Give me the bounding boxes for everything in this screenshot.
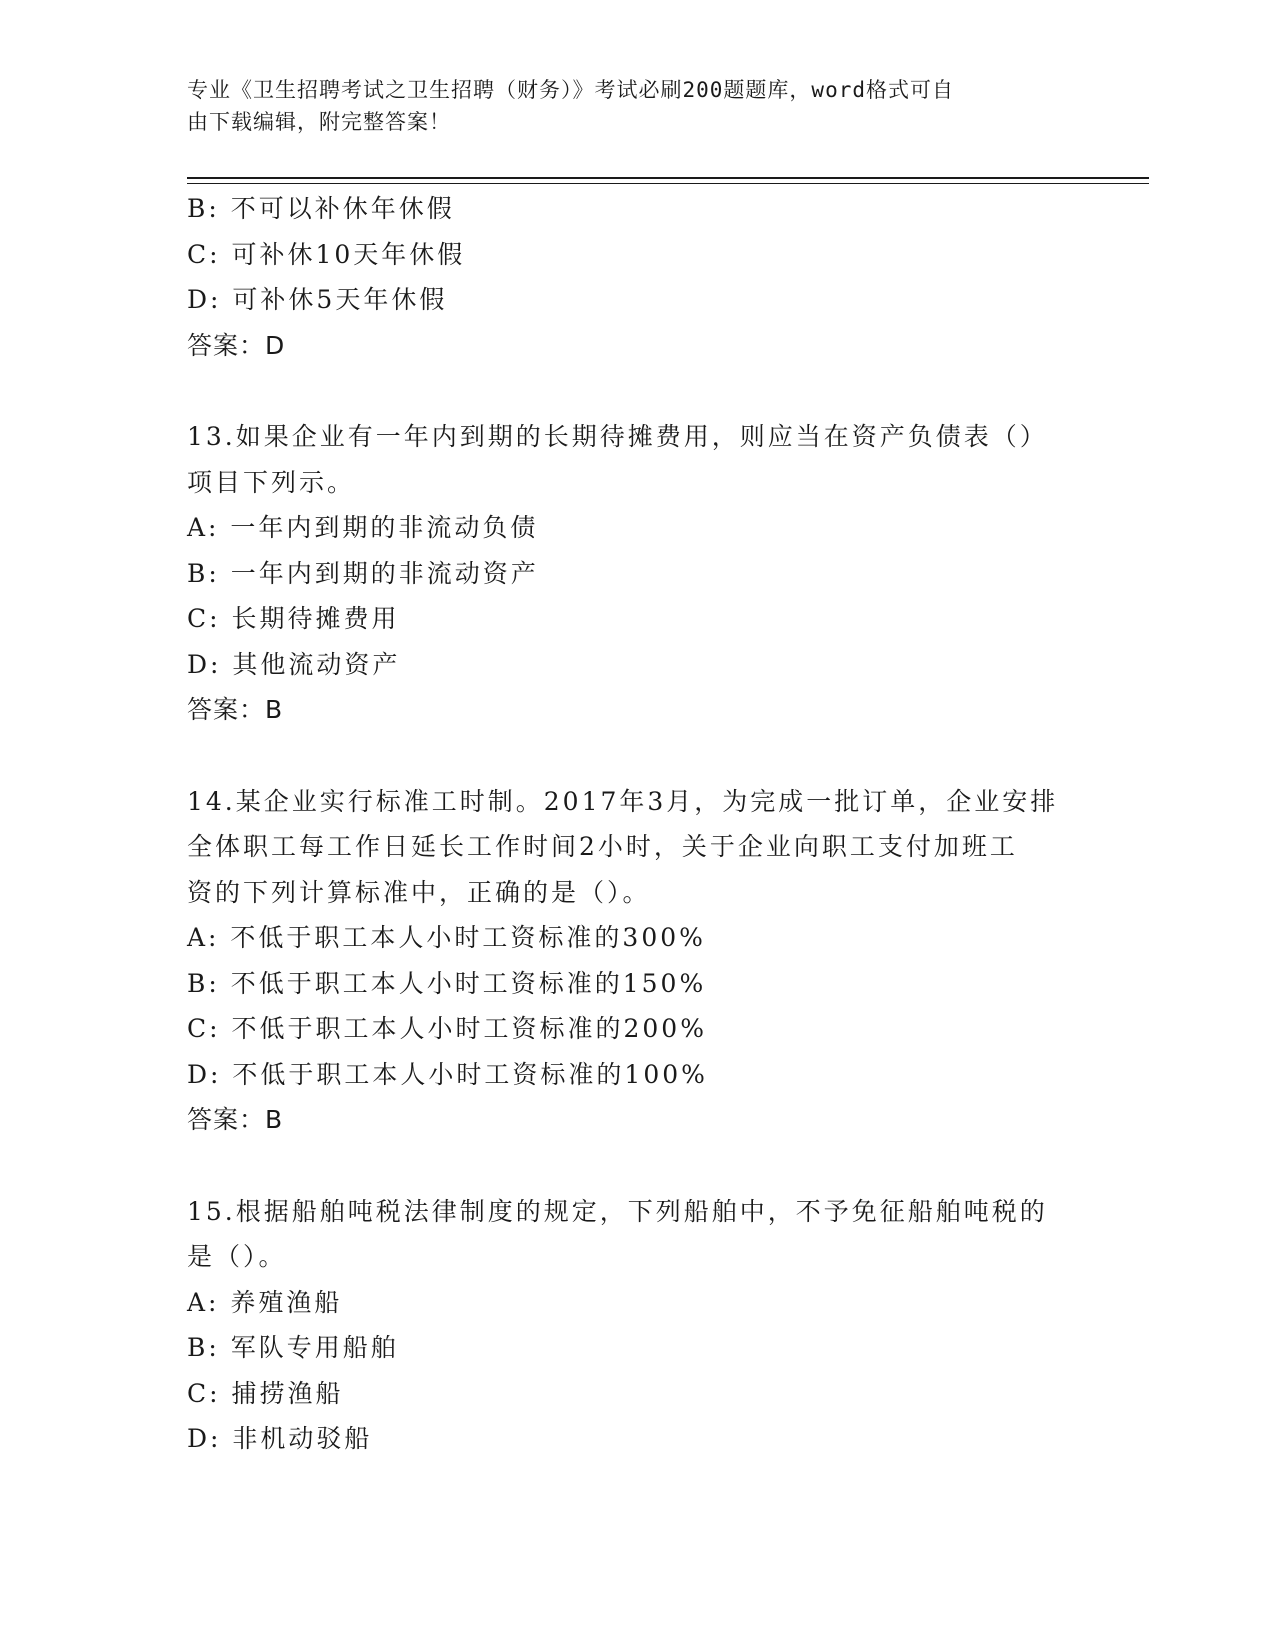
question-stem: 是（）。 — [187, 1242, 287, 1271]
question-stem: 15.根据船舶吨税法律制度的规定，下列船舶中，不予免征船舶吨税的 — [187, 1196, 1048, 1226]
answer: 答案：B — [187, 695, 284, 724]
question-stem: 14.某企业实行标准工时制。2017年3月，为完成一批订单，企业安排 — [187, 786, 1059, 816]
header-line-1: 专业《卫生招聘考试之卫生招聘（财务）》考试必刷200题题库，word格式可自 — [187, 78, 954, 102]
option-c: C: 捕捞渔船 — [187, 1378, 344, 1408]
option-a: A: 养殖渔船 — [187, 1287, 343, 1317]
question-stem: 项目下列示。 — [187, 467, 356, 497]
header-line-2: 由下载编辑，附完整答案！ — [187, 110, 451, 134]
question-13 — [187, 414, 1087, 733]
option-b: B: 不低于职工本人小时工资标准的150% — [187, 968, 707, 998]
option-a: A: 一年内到期的非流动负债 — [187, 513, 539, 542]
option-b: B: 不可以补休年休假 — [187, 194, 455, 223]
header-divider-thin — [187, 183, 1149, 184]
question-stem: 13.如果企业有一年内到期的长期待摊费用，则应当在资产负债表（） — [187, 422, 1048, 451]
question-14 — [187, 779, 1087, 1143]
question-list — [187, 186, 1087, 1462]
option-c: C: 不低于职工本人小时工资标准的200% — [187, 1014, 707, 1043]
question-stem: 全体职工每工作日延长工作时间2小时，关于企业向职工支付加班工 — [187, 832, 1018, 861]
document-header — [187, 74, 1067, 138]
question-stem: 资的下列计算标准中，正确的是（）。 — [187, 877, 651, 907]
option-a: A: 不低于职工本人小时工资标准的300% — [187, 923, 706, 952]
option-c: C: 长期待摊费用 — [187, 604, 400, 633]
option-d: D: 可补休5天年休假 — [187, 285, 448, 314]
answer: 答案：B — [187, 1105, 284, 1134]
option-d: D: 非机动驳船 — [187, 1424, 373, 1453]
option-c: C: 可补休10天年休假 — [187, 239, 466, 269]
option-d: D: 不低于职工本人小时工资标准的100% — [187, 1059, 708, 1089]
question-15 — [187, 1189, 1087, 1462]
question-12-tail — [187, 186, 1087, 368]
option-b: B: 一年内到期的非流动资产 — [187, 558, 539, 588]
answer: 答案：D — [187, 330, 286, 360]
option-d: D: 其他流动资产 — [187, 649, 401, 679]
header-divider-thick — [187, 177, 1149, 179]
option-b: B: 军队专用船舶 — [187, 1333, 399, 1362]
